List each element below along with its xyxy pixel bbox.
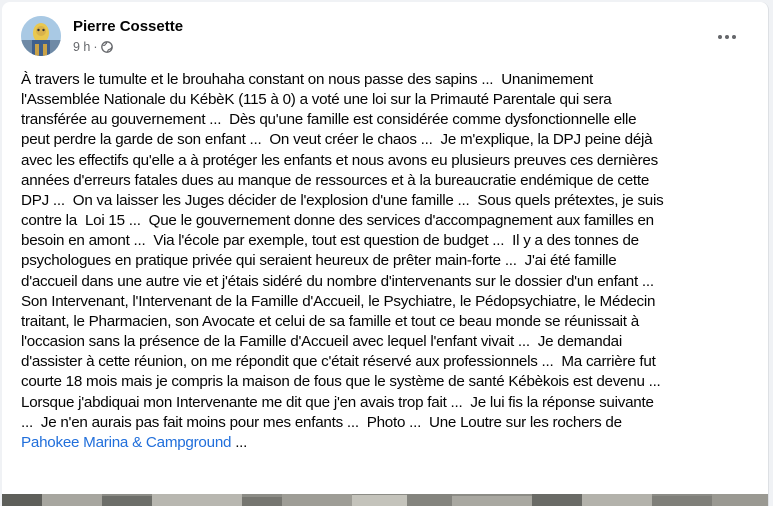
- avatar-image: [21, 16, 61, 56]
- post-text-line: Lorsque j'abdiquai mon Intervenante me dit que j'en avais trop fait ... Je lui fis la réponse suivante: [21, 393, 654, 411]
- post-text-line: années d'erreurs fatales dues au manque de ressources et à la bureaucratie endémique de cette: [21, 171, 650, 189]
- post-text-line: psychologues en pratique privée qui seraient heureux de prêter main-forte ... J'ai été famille: [21, 252, 617, 270]
- post-text-line: ... Je n'en aurais pas fait moins pour mes enfants ... Photo ... Une Loutre sur les rochers de: [21, 413, 622, 431]
- post-text-line: l'Assemblée Nationale du KébèK (115 à 0) a voté une loi sur la Primauté Parentale qui sera: [21, 91, 612, 109]
- post-text-line: d'assister à cette réunion, on me répondit que c'était réservé aux professionnels ... Ma carrière fut: [21, 353, 656, 371]
- post-text-line: contre la Loi 15 ... Que le gouvernement donne des services d'accompagnement aux familles en: [21, 212, 654, 230]
- post-text-line: courte 18 mois mais je compris la maison de fous que le système de santé Kébèkois est devenu ...: [21, 373, 661, 391]
- more-options-button[interactable]: [712, 22, 742, 52]
- post-text-line: avec les effectifs qu'elle a à protéger les enfants et nous avons eu plusieurs preuves ces dernières: [21, 151, 658, 169]
- post-text: [21, 70, 757, 453]
- author-name[interactable]: Pierre Cossette: [73, 18, 184, 35]
- post-text-line: d'accueil dans une autre vie et j'étais sidéré du nombre d'intervenants sur le dossier d'un enfant ...: [21, 272, 654, 290]
- post-text-line: besoin en amont ... Via l'école par exemple, tout est question de budget ... Il y a des tonnes de: [21, 232, 639, 250]
- post-text-line: À travers le tumulte et le brouhaha constant on nous passe des sapins ... Unanimement: [21, 71, 593, 88]
- post-meta: [73, 40, 113, 54]
- post-text-line: l'occasion sans la présence de la Famille d'Accueil avec lequel l'enfant vivait ... Je demandai: [21, 333, 622, 351]
- place-suffix: ...: [231, 433, 248, 451]
- post-text-last-line: [21, 433, 757, 453]
- meta-separator: ·: [93, 40, 98, 54]
- post-text-line: peut perdre la garde de son enfant ... On veut créer le chaos ... Je m'explique, la DPJ peine déjà: [21, 131, 653, 149]
- post-text-line: DPJ ... On va laisser les Juges décider de l'explosion d'une famille ... Sous quels prétextes, je suis: [21, 191, 664, 209]
- post-text-line: traitant, le Pharmacien, son Avocate et celui de sa famille et tout ce beau monde se réunissait à: [21, 312, 639, 330]
- globe-icon[interactable]: [101, 41, 113, 53]
- post-photo[interactable]: [2, 494, 768, 506]
- post-text-line: Son Intervenant, l'Intervenant de la Famille d'Accueil, le Psychiatre, le Pédopsychiatre, le Médecin: [21, 292, 656, 310]
- place-link[interactable]: Pahokee Marina & Campground: [21, 433, 232, 451]
- three-dots-icon: [717, 34, 737, 40]
- post-time[interactable]: 9 h: [73, 40, 91, 54]
- post-header: [21, 12, 748, 60]
- post-card: [2, 2, 769, 506]
- author-avatar[interactable]: [21, 16, 61, 56]
- post-text-line: transférée au gouvernement ... Dès qu'une famille est considérée comme dysfonctionnelle elle: [21, 111, 637, 129]
- photo-image: [2, 494, 768, 506]
